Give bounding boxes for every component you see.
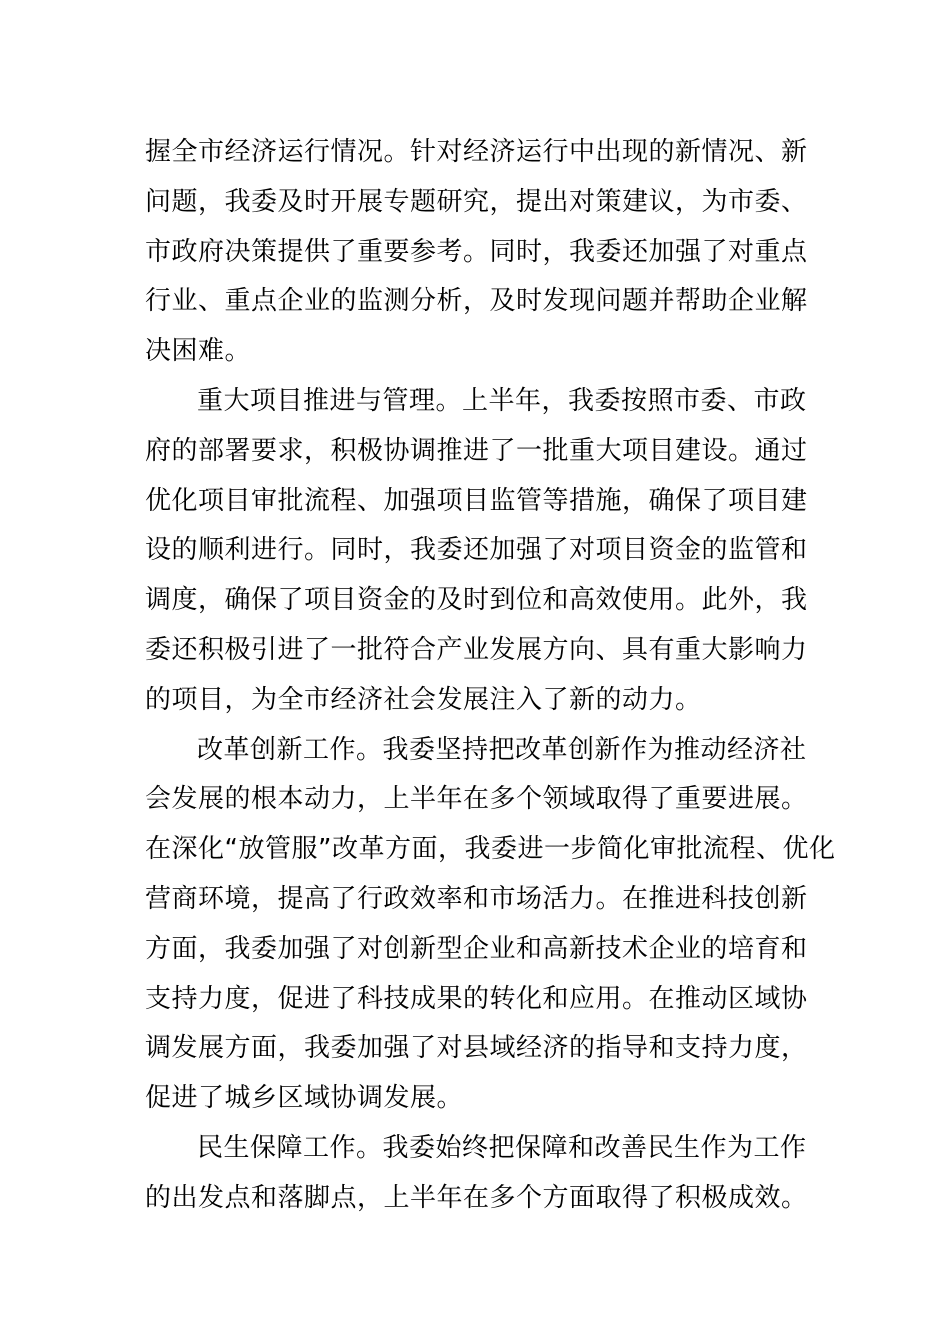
text-line: 的出发点和落脚点，上半年在多个方面取得了积极成效。 <box>145 1182 808 1213</box>
text-line: 优化项目审批流程、加强项目监管等措施，确保了项目建 <box>145 485 808 516</box>
text-line: 调度，确保了项目资金的及时到位和高效使用。此外，我 <box>145 585 808 616</box>
text-line: 会发展的根本动力，上半年在多个领域取得了重要进展。 <box>145 784 808 815</box>
text-line: 支持力度，促进了科技成果的转化和应用。在推动区域协 <box>145 983 808 1014</box>
text-line: 的项目，为全市经济社会发展注入了新的动力。 <box>145 684 702 715</box>
text-line: 营商环境，提高了行政效率和市场活力。在推进科技创新 <box>145 883 808 914</box>
text-line: 决困难。 <box>145 336 252 367</box>
text-line: 行业、重点企业的监测分析，及时发现问题并帮助企业解 <box>145 286 808 317</box>
text-line: 促进了城乡区域协调发展。 <box>145 1083 464 1114</box>
text-line: 设的顺利进行。同时，我委还加强了对项目资金的监管和 <box>145 535 808 566</box>
text-line: 重大项目推进与管理。上半年，我委按照市委、市政 <box>197 385 807 416</box>
text-line: 问题，我委及时开展专题研究，提出对策建议，为市委、 <box>145 186 808 217</box>
paragraph-livelihood <box>145 1124 810 1224</box>
text-line: 改革创新工作。我委坚持把改革创新作为推动经济社 <box>197 734 807 765</box>
document-body <box>145 128 836 1224</box>
paragraph-economic-monitoring <box>145 128 810 377</box>
text-line: 委还积极引进了一批符合产业发展方向、具有重大影响力 <box>145 634 808 665</box>
text-line: 民生保障工作。我委始终把保障和改善民生作为工作 <box>197 1132 807 1163</box>
text-line: 市政府决策提供了重要参考。同时，我委还加强了对重点 <box>145 236 808 267</box>
text-line: 方面，我委加强了对创新型企业和高新技术企业的培育和 <box>145 933 808 964</box>
text-line: 府的部署要求，积极协调推进了一批重大项目建设。通过 <box>145 435 808 466</box>
text-line: 在深化“放管服”改革方面，我委进一步简化审批流程、优化 <box>145 834 836 865</box>
text-line: 握全市经济运行情况。针对经济运行中出现的新情况、新 <box>145 137 808 167</box>
text-line: 调发展方面，我委加强了对县域经济的指导和支持力度， <box>145 1033 808 1064</box>
paragraph-major-projects <box>145 377 810 726</box>
paragraph-reform-innovation <box>145 726 836 1124</box>
